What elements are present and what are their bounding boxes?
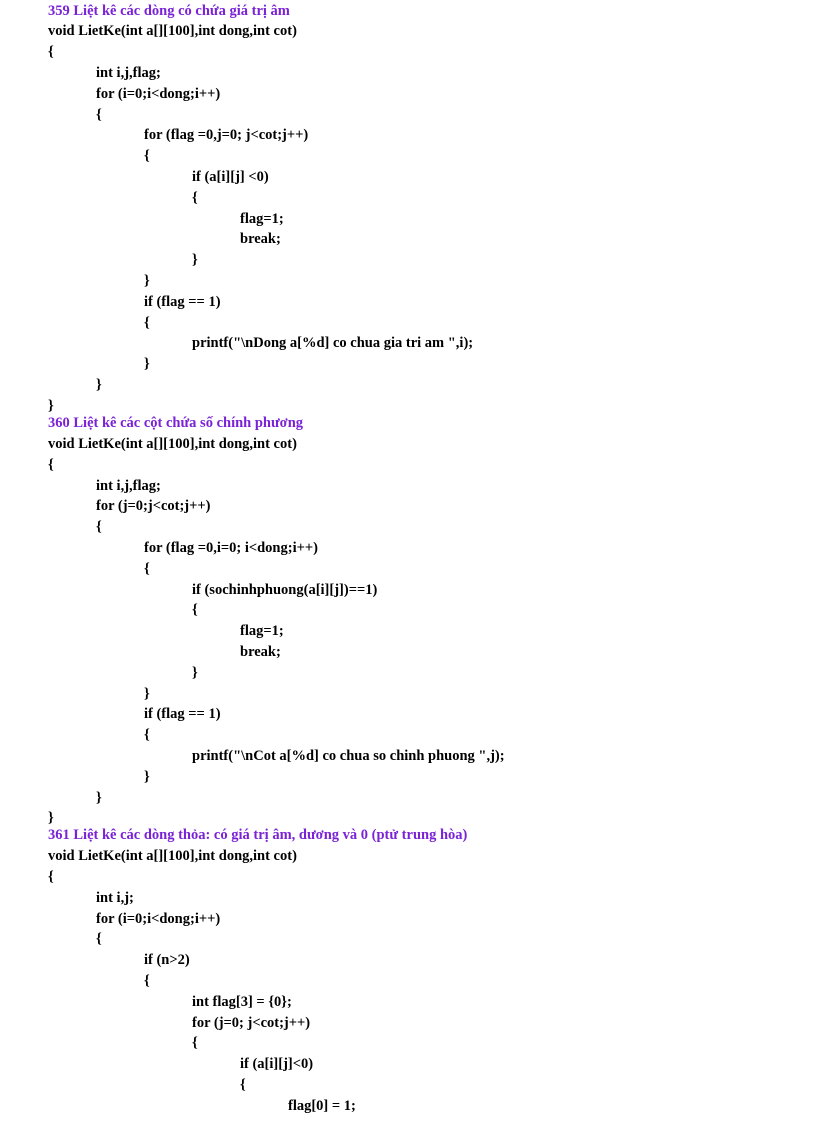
code-line: flag=1; [240, 211, 284, 227]
code-line: int i,j; [96, 890, 134, 906]
code-line: if (a[i][j] <0) [192, 169, 269, 185]
code-line: { [192, 190, 198, 206]
code-line: for (j=0;j<cot;j++) [96, 498, 211, 514]
code-line: { [96, 107, 102, 123]
code-line: { [48, 44, 54, 60]
code-line: void LietKe(int a[][100],int dong,int cot) [48, 436, 297, 452]
code-line: for (i=0;i<dong;i++) [96, 911, 221, 927]
code-line: } [144, 273, 150, 289]
code-line: if (sochinhphuong(a[i][j])==1) [192, 582, 378, 598]
code-line: { [192, 1035, 198, 1051]
code-line: if (flag == 1) [144, 294, 221, 310]
code-line: void LietKe(int a[][100],int dong,int cot) [48, 23, 297, 39]
code-line: int i,j,flag; [96, 478, 161, 494]
code-line: } [96, 377, 102, 393]
code-line: { [48, 869, 54, 885]
section-360-heading: 360 Liệt kê các cột chứa số chính phương [48, 415, 304, 431]
code-line: } [96, 790, 102, 806]
code-line: flag[0] = 1; [288, 1098, 356, 1114]
code-line: } [144, 686, 150, 702]
code-line: { [144, 973, 150, 989]
code-line: } [192, 252, 198, 268]
code-line: for (j=0; j<cot;j++) [192, 1015, 311, 1031]
code-line: flag=1; [240, 623, 284, 639]
code-line: { [240, 1077, 246, 1093]
code-line: { [144, 315, 150, 331]
code-line: { [144, 148, 150, 164]
code-line: { [144, 727, 150, 743]
code-line: void LietKe(int a[][100],int dong,int cot) [48, 848, 297, 864]
code-line: } [144, 356, 150, 372]
code-line: for (flag =0,i=0; i<dong;i++) [144, 540, 318, 556]
code-line: { [48, 457, 54, 473]
code-line: } [192, 665, 198, 681]
code-line: { [192, 602, 198, 618]
code-line: } [48, 810, 54, 826]
code-line: { [96, 931, 102, 947]
code-line: } [144, 769, 150, 785]
code-line: for (i=0;i<dong;i++) [96, 86, 221, 102]
code-line: printf("\nCot a[%d] co chua so chinh phuong ",j); [192, 748, 505, 764]
code-line: int flag[3] = {0}; [192, 994, 292, 1010]
code-line: { [144, 561, 150, 577]
code-line: { [96, 519, 102, 535]
section-361-heading: 361 Liệt kê các dòng thỏa: có giá trị âm, dương và 0 (ptử trung hòa) [48, 827, 468, 843]
code-line: break; [240, 644, 281, 660]
code-line: if (a[i][j]<0) [240, 1056, 314, 1072]
code-line: } [48, 398, 54, 414]
code-line: printf("\nDong a[%d] co chua gia tri am ",i); [192, 335, 474, 351]
code-line: break; [240, 231, 281, 247]
code-line: int i,j,flag; [96, 65, 161, 81]
code-line: for (flag =0,j=0; j<cot;j++) [144, 127, 309, 143]
code-line: if (flag == 1) [144, 706, 221, 722]
code-line: if (n>2) [144, 952, 190, 968]
section-359-heading: 359 Liệt kê các dòng có chứa giá trị âm [48, 3, 290, 19]
